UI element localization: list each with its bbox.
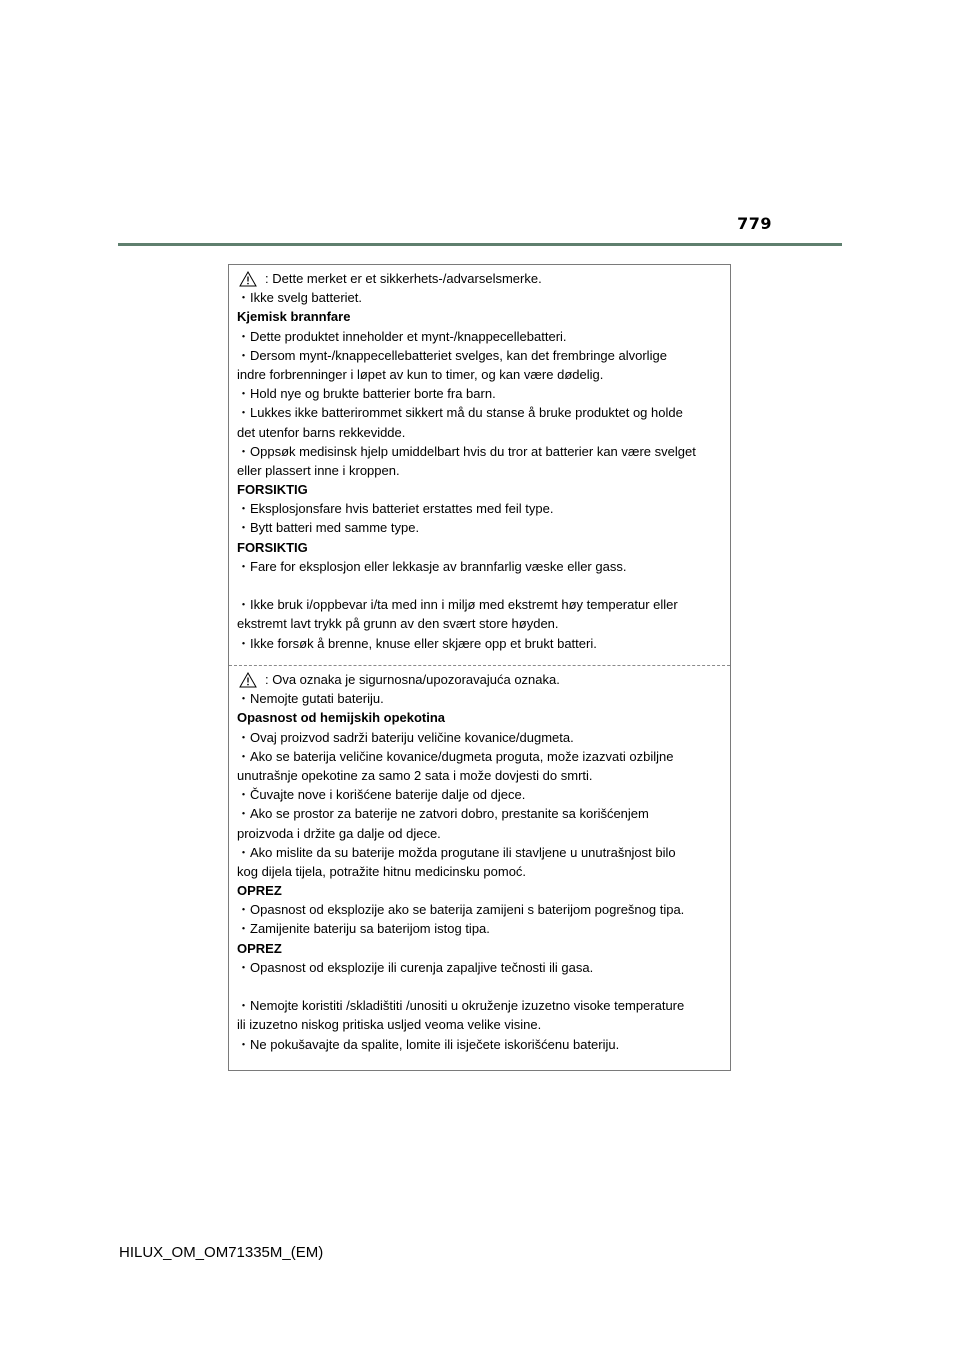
notice-line: ・Nemojte koristiti /skladištiti /unositi u okruženje izuzetno visoke temperature <box>237 998 685 1014</box>
notice-heading: Opasnost od hemijskih opekotina <box>237 710 446 726</box>
notice-blank-line <box>237 977 722 996</box>
notice-line: ・Ako se prostor za baterije ne zatvori dobro, prestanite sa korišćenjem <box>237 806 649 822</box>
warning-label-row <box>237 670 722 689</box>
warning-triangle-icon <box>239 271 257 287</box>
notice-croatian <box>229 670 730 1054</box>
notice-norwegian <box>229 269 730 653</box>
battery-warning-box <box>228 264 731 1071</box>
notice-heading: OPREZ <box>237 883 282 899</box>
notice-line: ・Opasnost od eksplozije ili curenja zapaljive tečnosti ili gasa. <box>237 959 594 975</box>
notice-line: kog dijela tijela, potražite hitnu medicinsku pomoć. <box>237 863 527 879</box>
notice-heading: FORSIKTIG <box>237 482 308 498</box>
notice-line: eller plassert inne i kroppen. <box>237 462 400 478</box>
document-id: HILUX_OM_OM71335M_(EM) <box>119 1244 324 1261</box>
notice-norwegian-lines <box>237 288 722 653</box>
notice-line: ・Lukkes ikke batterirommet sikkert må du stanse å bruke produktet og holde <box>237 405 683 421</box>
notice-line: ・Bytt batteri med samme type. <box>237 520 420 536</box>
warning-label-row <box>237 269 722 288</box>
notice-line: ・Oppsøk medisinsk hjelp umiddelbart hvis du tror at batterier kan være svelget <box>237 443 696 459</box>
notice-line: ・Ako se baterija veličine kovanice/dugmeta proguta, može izazvati ozbiljne <box>237 748 674 764</box>
notice-line: ・Hold nye og brukte batterier borte fra barn. <box>237 386 496 402</box>
warning-label-text: : Dette merket er et sikkerhets-/advarselsmerke. <box>265 271 542 286</box>
header-rule <box>118 243 842 246</box>
notice-line: proizvoda i držite ga dalje od djece. <box>237 825 441 841</box>
notice-heading: Kjemisk brannfare <box>237 309 351 325</box>
page-number: 779 <box>737 214 772 233</box>
notice-blank-line <box>237 576 722 595</box>
notice-line: ekstremt lavt trykk på grunn av den svært store høyden. <box>237 616 559 632</box>
notice-line: ・Ne pokušavajte da spalite, lomite ili isječete iskorišćenu bateriju. <box>237 1036 620 1052</box>
notice-line: ・Ikke bruk i/oppbevar i/ta med inn i miljø med ekstremt høy temperatur eller <box>237 597 678 613</box>
notice-line: det utenfor barns rekkevidde. <box>237 424 406 440</box>
warning-label-text: : Ova oznaka je sigurnosna/upozoravajuća oznaka. <box>265 672 560 687</box>
notice-line: ・Ako mislite da su baterije možda progutane ili stavljene u unutrašnjost bilo <box>237 844 676 860</box>
notice-line: ・Nemojte gutati bateriju. <box>237 691 384 707</box>
notice-line: ・Ikke svelg batteriet. <box>237 290 362 306</box>
warning-triangle-icon <box>239 672 257 688</box>
notice-line: ・Zamijenite bateriju sa baterijom istog tipa. <box>237 921 490 937</box>
notice-heading: FORSIKTIG <box>237 539 308 555</box>
notice-line: ・Eksplosjonsfare hvis batteriet erstattes med feil type. <box>237 501 554 517</box>
notice-heading: OPREZ <box>237 940 282 956</box>
notice-line: ・Fare for eksplosjon eller lekkasje av brannfarlig væske eller gass. <box>237 558 627 574</box>
notice-croatian-lines <box>237 689 722 1054</box>
notice-line: ・Dette produktet inneholder et mynt-/knappecellebatteri. <box>237 328 567 344</box>
notice-line: indre forbrenninger i løpet av kun to timer, og kan være dødelig. <box>237 366 604 382</box>
section-divider <box>229 665 730 666</box>
notice-line: ・Ikke forsøk å brenne, knuse eller skjære opp et brukt batteri. <box>237 635 597 651</box>
notice-line: ili izuzetno niskog pritiska usljed veoma velike visine. <box>237 1017 542 1033</box>
notice-line: ・Opasnost od eksplozije ako se baterija zamijeni s baterijom pogrešnog tipa. <box>237 902 685 918</box>
notice-line: ・Ovaj proizvod sadrži bateriju veličine kovanice/dugmeta. <box>237 729 574 745</box>
notice-line: ・Čuvajte nove i korišćene baterije dalje od djece. <box>237 787 526 803</box>
notice-line: unutrašnje opekotine za samo 2 sata i može dovjesti do smrti. <box>237 767 593 783</box>
notice-line: ・Dersom mynt-/knappecellebatteriet svelges, kan det frembringe alvorlige <box>237 347 667 363</box>
